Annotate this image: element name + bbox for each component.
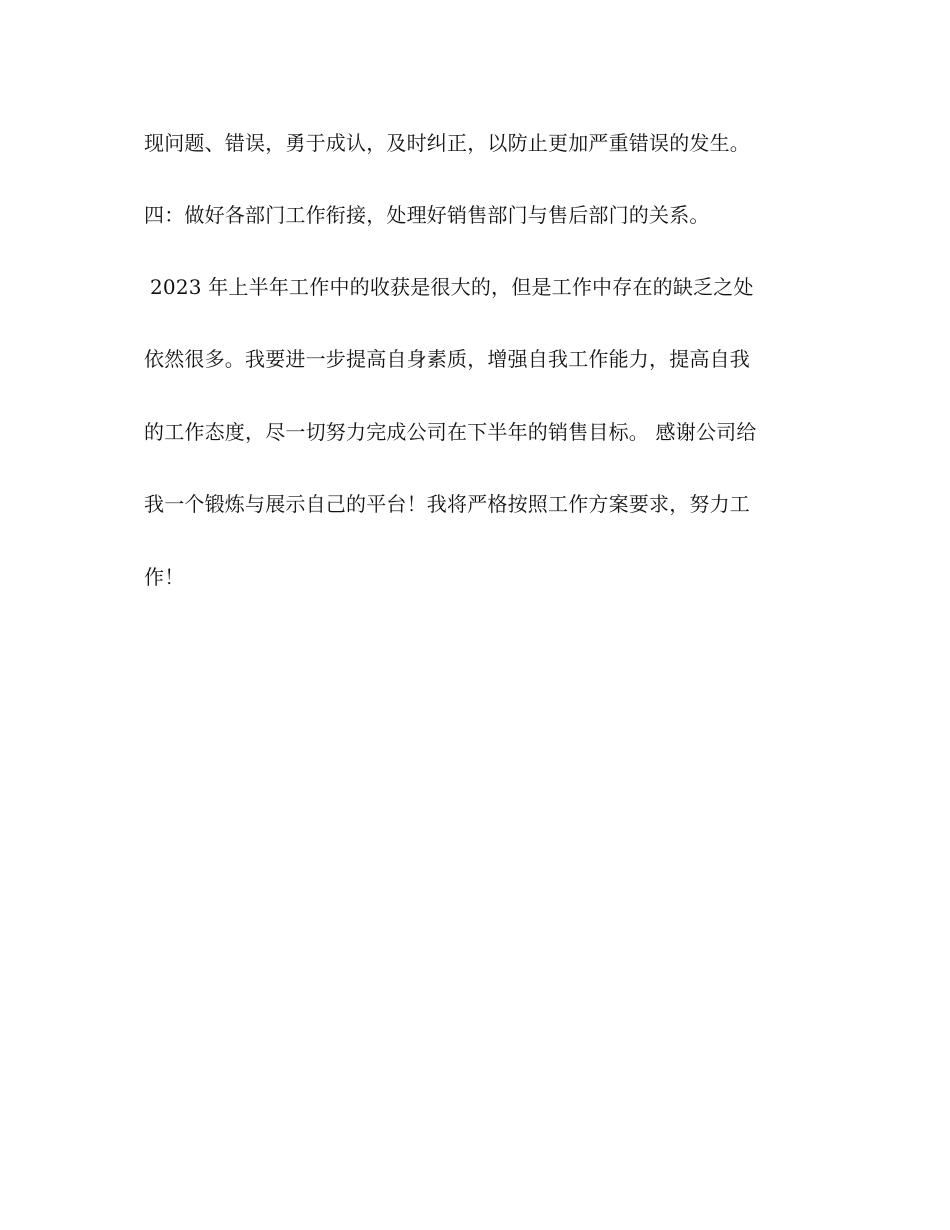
paragraph-line-7: 作！ — [144, 565, 185, 589]
paragraph-line-4: 依然很多。我要进一步提高自身素质，增强自我工作能力，提高自我 — [144, 347, 750, 371]
paragraph-line-2: 四：做好各部门工作衔接，处理好销售部门与售后部门的关系。 — [144, 203, 710, 227]
paragraph-line-1: 现问题、错误，勇于成认，及时纠正，以防止更加严重错误的发生。 — [144, 131, 750, 155]
paragraph-line-5: 的工作态度，尽一切努力完成公司在下半年的销售目标。 感谢公司给 — [144, 420, 757, 444]
paragraph-line-6: 我一个锻炼与展示自己的平台！我将严格按照工作方案要求，努力工 — [144, 492, 750, 516]
paragraph-line-3: 2023 年上半年工作中的收获是很大的，但是工作中存在的缺乏之处 — [150, 275, 754, 299]
